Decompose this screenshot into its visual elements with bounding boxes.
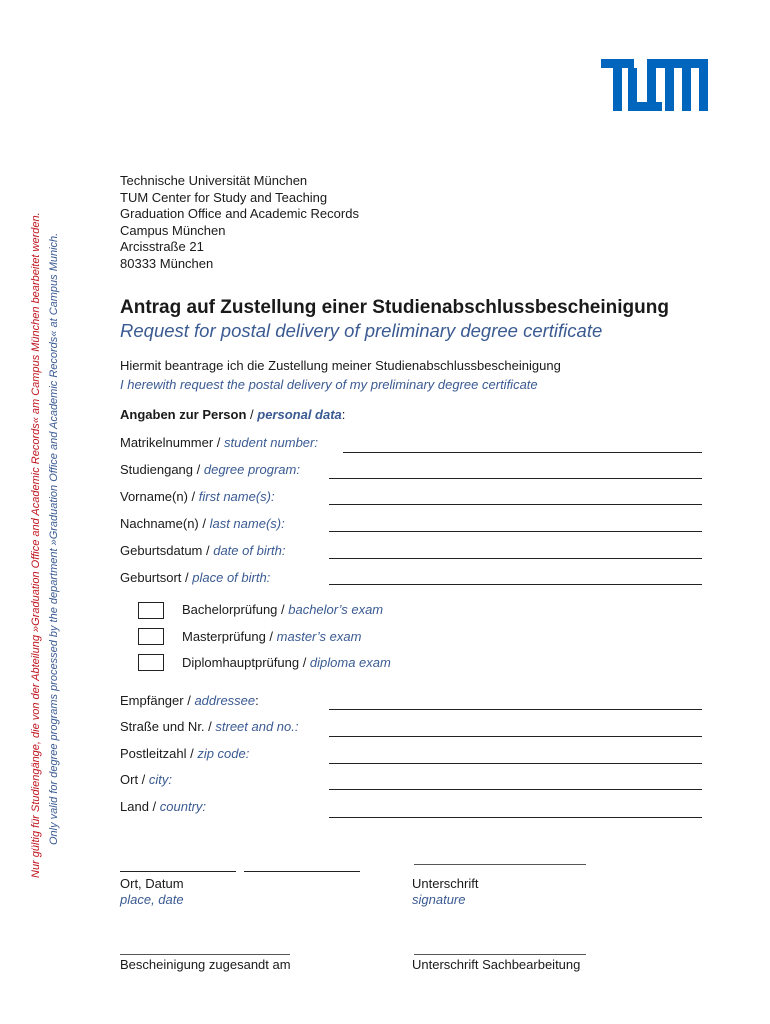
place-field[interactable] bbox=[120, 871, 236, 872]
date-field[interactable] bbox=[244, 871, 360, 872]
label-german: Geburtsdatum / bbox=[120, 543, 214, 558]
student-number-label bbox=[120, 435, 318, 450]
diploma-exam-checkbox[interactable] bbox=[138, 654, 164, 671]
sent-date-field[interactable] bbox=[120, 954, 290, 955]
first-names-field[interactable] bbox=[329, 504, 702, 505]
address-line: Campus München bbox=[120, 222, 226, 238]
label-german: Straße und Nr. / bbox=[120, 719, 216, 734]
place-date-label-english: place, date bbox=[120, 892, 184, 907]
bachelor-exam-checkbox[interactable] bbox=[138, 602, 164, 619]
clerk-signature-label: Unterschrift Sachbearbeitung bbox=[412, 957, 581, 972]
street-label bbox=[120, 719, 299, 734]
address-line: 80333 München bbox=[120, 255, 214, 271]
label-english: master’s exam bbox=[276, 629, 362, 644]
label-english: zip code: bbox=[197, 746, 250, 761]
place-date-label: Ort, Datum bbox=[120, 876, 184, 891]
signature-field[interactable] bbox=[414, 864, 586, 865]
label-colon: : bbox=[255, 693, 259, 708]
degree-program-label bbox=[120, 462, 300, 477]
label-german: Diplomhauptprüfung / bbox=[182, 655, 310, 670]
clerk-signature-field[interactable] bbox=[414, 954, 586, 955]
master-exam-label bbox=[182, 629, 361, 644]
place-of-birth-field[interactable] bbox=[329, 584, 702, 585]
section-heading-personal-data bbox=[120, 407, 345, 422]
addressee-label bbox=[120, 693, 259, 708]
label-german: Empfänger / bbox=[120, 693, 195, 708]
section-heading-english: personal data bbox=[257, 407, 342, 422]
section-heading-german: Angaben zur Person bbox=[120, 407, 247, 422]
label-german: Masterprüfung / bbox=[182, 629, 277, 644]
label-german: Land / bbox=[120, 799, 160, 814]
address-line: Graduation Office and Academic Records bbox=[120, 206, 359, 222]
addressee-field[interactable] bbox=[329, 709, 702, 710]
label-english: country: bbox=[159, 799, 207, 814]
address-line: TUM Center for Study and Teaching bbox=[120, 189, 328, 205]
city-label bbox=[120, 772, 172, 787]
address-line: Arcisstraße 21 bbox=[120, 239, 204, 255]
city-field[interactable] bbox=[329, 789, 702, 790]
date-of-birth-label bbox=[120, 543, 286, 558]
university-address bbox=[120, 173, 359, 273]
label-english: street and no.: bbox=[215, 719, 299, 734]
label-german: Postleitzahl / bbox=[120, 746, 198, 761]
section-heading-separator: / bbox=[246, 407, 258, 422]
label-english: date of birth: bbox=[213, 543, 286, 558]
bachelor-exam-label bbox=[182, 602, 383, 617]
signature-label-english: signature bbox=[412, 892, 466, 907]
label-english: place of birth: bbox=[192, 570, 271, 585]
degree-program-field[interactable] bbox=[329, 478, 702, 479]
last-names-label bbox=[120, 516, 285, 531]
label-english: addressee bbox=[194, 693, 256, 708]
signature-label: Unterschrift bbox=[412, 876, 479, 891]
place-of-birth-label bbox=[120, 570, 270, 585]
student-number-field[interactable] bbox=[343, 452, 702, 453]
label-german: Studiengang / bbox=[120, 462, 204, 477]
street-field[interactable] bbox=[329, 736, 702, 737]
zip-code-field[interactable] bbox=[329, 763, 702, 764]
label-english: degree program: bbox=[203, 462, 300, 477]
last-names-field[interactable] bbox=[329, 531, 702, 532]
tum-logo bbox=[601, 59, 708, 111]
country-label bbox=[120, 799, 206, 814]
master-exam-checkbox[interactable] bbox=[138, 628, 164, 645]
intro-german: Hiermit beantrage ich die Zustellung meiner Studienabschlussbescheinigung bbox=[120, 358, 561, 373]
label-german: Geburtsort / bbox=[120, 570, 193, 585]
address-line: Technische Universität München bbox=[120, 173, 308, 188]
label-english: city: bbox=[148, 772, 173, 787]
form-title-german: Antrag auf Zustellung einer Studienabschlussbescheinigung bbox=[120, 297, 669, 318]
section-heading-colon: : bbox=[341, 407, 346, 422]
label-english: student number: bbox=[224, 435, 318, 450]
validity-note-german: Nur gültig für Studiengänge, die von der Abteilung »Graduation Office and Academic Records« am Campus München bearbeitet werden. bbox=[30, 212, 42, 878]
label-english: last name(s): bbox=[209, 516, 285, 531]
country-field[interactable] bbox=[329, 817, 702, 818]
form-title-english: Request for postal delivery of preliminary degree certificate bbox=[120, 320, 603, 341]
label-english: bachelor’s exam bbox=[288, 602, 384, 617]
label-german: Matrikelnummer / bbox=[120, 435, 225, 450]
label-german: Vorname(n) / bbox=[120, 489, 199, 504]
label-german: Nachname(n) / bbox=[120, 516, 210, 531]
label-german: Bachelorprüfung / bbox=[182, 602, 289, 617]
zip-code-label bbox=[120, 746, 249, 761]
label-german: Ort / bbox=[120, 772, 149, 787]
diploma-exam-label bbox=[182, 655, 391, 670]
validity-note-english: Only valid for degree programs processed by the department »Graduation Office and Academic Records« at Campus Munich. bbox=[48, 232, 60, 845]
intro-english: I herewith request the postal delivery of my preliminary degree certificate bbox=[120, 377, 538, 392]
label-english: first name(s): bbox=[198, 489, 275, 504]
date-of-birth-field[interactable] bbox=[329, 558, 702, 559]
first-names-label bbox=[120, 489, 275, 504]
label-english: diploma exam bbox=[309, 655, 391, 670]
certificate-sent-label: Bescheinigung zugesandt am bbox=[120, 957, 291, 972]
